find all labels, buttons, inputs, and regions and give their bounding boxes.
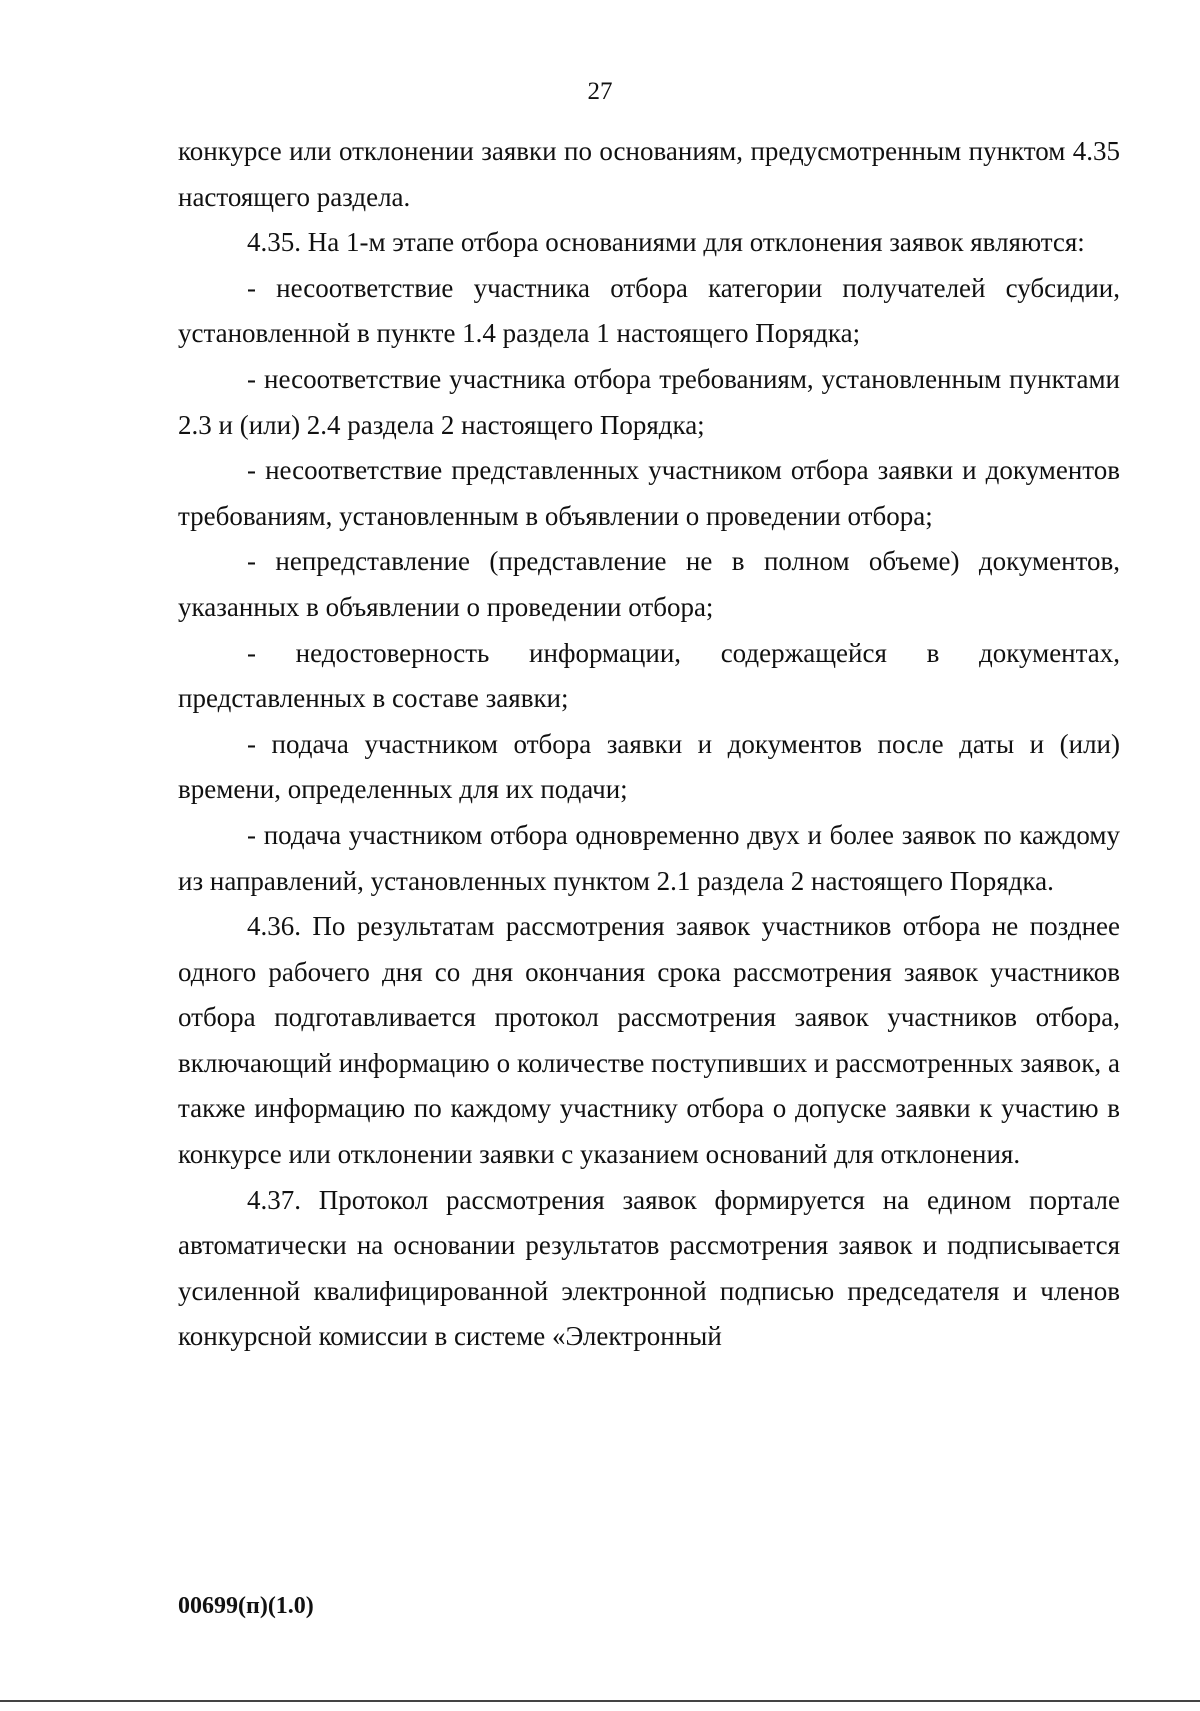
paragraph-continuation: конкурсе или отклонении заявки по основаниям, предусмотренным пунктом 4.35 настоящего раздела.: [178, 136, 1120, 212]
list-item-documents-mismatch: - несоответствие представленных участником отбора заявки и документов требованиям, установленным в объявлении о проведении отбора;: [178, 455, 1120, 531]
list-item-false-information: - недостоверность информации, содержащейся в документах, представленных в составе заявки;: [178, 637, 1120, 714]
list-item-documents-missing: - непредставление (представление не в полном объеме) документов, указанных в объявлении о проведении отбора;: [178, 546, 1120, 622]
list-item-late-submission: - подача участником отбора заявки и документов после даты и (или) времени, определенных для их подачи;: [178, 728, 1120, 805]
page-number: 27: [587, 78, 613, 105]
list-item-category-mismatch: - несоответствие участника отбора категории получателей субсидии, установленной в пункте 1.4 раздела 1 настоящего Порядка;: [178, 272, 1120, 349]
bottom-rule: [0, 1700, 1200, 1702]
document-code: 00699(п)(1.0): [178, 1593, 314, 1619]
list-item-multiple-applications: - подача участником отбора одновременно двух и более заявок по каждому из направлений, установленных пунктом 2.1 раздела 2 настоящего Порядка.: [178, 819, 1120, 896]
list-item-requirements-mismatch: - несоответствие участника отбора требованиям, установленным пунктами 2.3 и (или) 2.4 раздела 2 настоящего Порядка;: [178, 363, 1120, 440]
body-text: [178, 129, 1120, 1360]
paragraph-4-37: 4.37. Протокол рассмотрения заявок формируется на едином портале автоматически на основании результатов рассмотрения заявок и подписывается усиленной квалифицированной электронной подписью председателя и членов конкурсной комиссии в системе «Электронный: [178, 1184, 1120, 1352]
paragraph-4-36: 4.36. По результатам рассмотрения заявок участников отбора не позднее одного рабочего дня со дня окончания срока рассмотрения заявок участников отбора подготавливается протокол рассмотрения заявок участников отбора, включающий информацию о количестве поступивших и рассмотренных заявок, а также информацию по каждому участнику отбора о допуске заявки к участию в конкурсе или отклонении заявки с указанием оснований для отклонения.: [178, 911, 1120, 1170]
paragraph-4-35: 4.35. На 1-м этапе отбора основаниями для отклонения заявок являются:: [247, 227, 1085, 258]
